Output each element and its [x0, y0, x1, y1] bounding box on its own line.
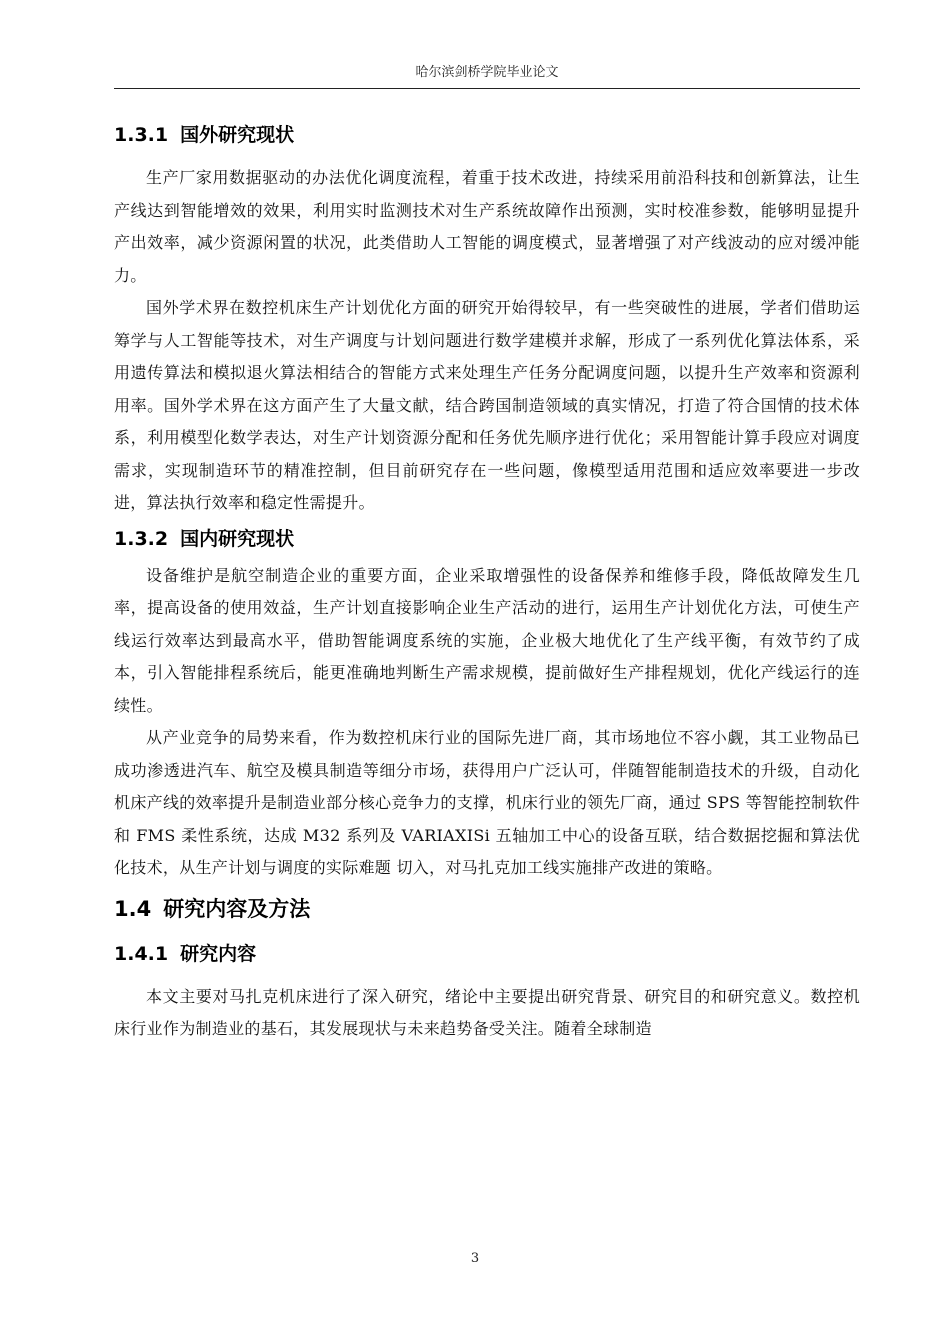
- paragraph: 设备维护是航空制造企业的重要方面，企业采取增强性的设备保养和维修手段，降低故障发生几率，提高设备的使用效益，生产计划直接影响企业生产活动的进行，运用生产计划优化方法，可使生产线运行效率达到最高水平，借助智能调度系统的实施，企业极大地优化了生产线平衡，有效节约了成本，引入智能排程系统后，能更准确地判断生产需求规模，提前做好生产排程规划，优化产线运行的连续性。: [114, 565, 860, 715]
- section-number: 1.3.2: [114, 527, 169, 550]
- section-heading-1-4-1: [114, 941, 860, 967]
- section-title: 研究内容: [180, 942, 257, 965]
- section-heading-1-4: [114, 895, 860, 923]
- paragraph: 本文主要对马扎克机床进行了深入研究，绪论中主要提出研究背景、研究目的和研究意义。数控机床行业作为制造业的基石，其发展现状与未来趋势备受关注。随着全球制造: [114, 986, 860, 1038]
- header-divider: [114, 88, 860, 89]
- section-title: 国外研究现状: [180, 124, 295, 146]
- section-title: 国内研究现状: [180, 527, 295, 550]
- section-heading-1-3-2: [114, 526, 860, 552]
- section-number: 1.4.1: [114, 942, 169, 965]
- section-number: 1.3.1: [114, 124, 169, 146]
- section-title: 研究内容及方法: [163, 896, 311, 921]
- paragraph: 国外学术界在数控机床生产计划优化方面的研究开始得较早，有一些突破性的进展，学者们借助运筹学与人工智能等技术，对生产调度与计划问题进行数学建模并求解，形成了一系列优化算法体系，采用遗传算法和模拟退火算法相结合的智能方式来处理生产任务分配调度问题，以提升生产效率和资源利用率。国外学术界在这方面产生了大量文献，结合跨国制造领域的真实情况，打造了符合国情的技术体系，利用模型化数学表达，对生产计划资源分配和任务优先顺序进行优化；采用智能计算手段应对调度需求，实现制造环节的精准控制，但目前研究存在一些问题，像模型适用范围和适应效率要进一步改进，算法执行效率和稳定性需提升。: [114, 298, 860, 512]
- page-body: [114, 122, 860, 1046]
- paragraph: 生产厂家用数据驱动的办法优化调度流程，着重于技术改进，持续采用前沿科技和创新算法，让生产线达到智能增效的效果，利用实时监测技术对生产系统故障作出预测，实时校准参数，能够明显提升产出效率，减少资源闲置的状况，此类借助人工智能的调度模式，显著增强了对产线波动的应对缓冲能力。: [114, 168, 860, 285]
- paragraph: 从产业竞争的局势来看，作为数控机床行业的国际先进厂商，其市场地位不容小觑，其工业物品已成功渗透进汽车、航空及模具制造等细分市场，获得用户广泛认可，伴随智能制造技术的升级，自动化机床产线的效率提升是制造业部分核心竞争力的支撑，机床行业的领先厂商，通过 SPS 等智能控制软件和 FMS 柔性系统，达成 M32 系列及 VARIAXISi 五轴加工中心的设备互联，结合数据挖掘和算法优化技术，从生产计划与调度的实际难题 切入，对马扎克加工线实施排产改进的策略。: [114, 728, 860, 877]
- section-heading-1-3-1: [114, 122, 860, 148]
- section-number: 1.4: [114, 896, 152, 921]
- running-header: 哈尔滨剑桥学院毕业论文: [415, 65, 559, 80]
- page-number: 3: [470, 1251, 480, 1266]
